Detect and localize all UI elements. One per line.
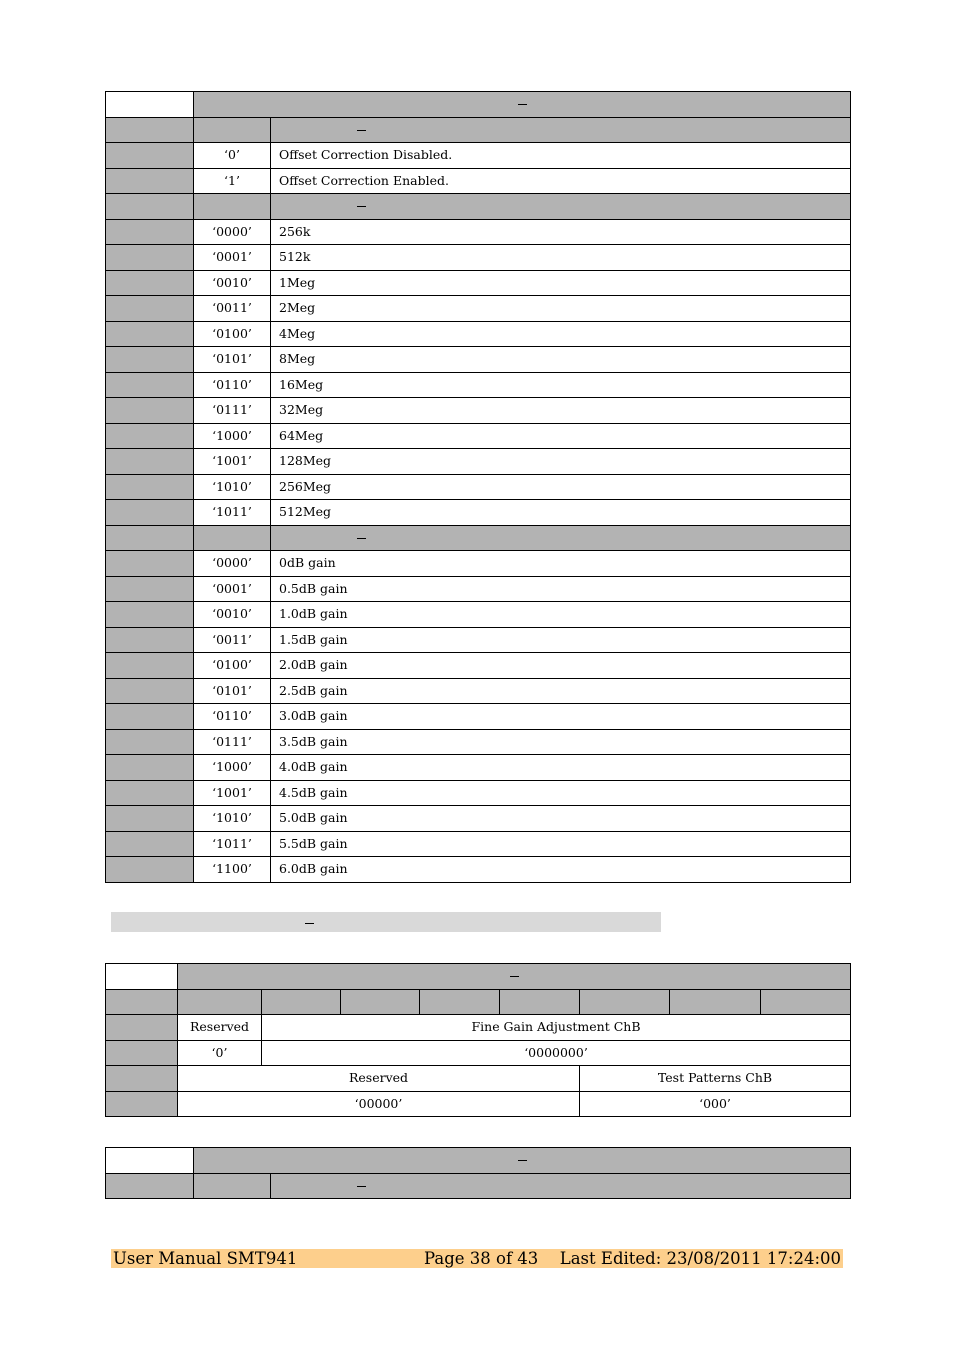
test-patterns-default: ‘000’ bbox=[580, 1091, 851, 1117]
table-row bbox=[106, 704, 851, 730]
table-row bbox=[106, 321, 851, 347]
row-label-cell bbox=[106, 474, 194, 500]
section-label-cell bbox=[106, 117, 194, 143]
row-label-cell bbox=[106, 500, 194, 526]
code-cell: ‘0001’ bbox=[194, 576, 271, 602]
page-footer bbox=[111, 1249, 843, 1268]
code-cell: ‘0100’ bbox=[194, 321, 271, 347]
section-bits-cell bbox=[194, 117, 271, 143]
section-title-cell bbox=[271, 194, 851, 220]
field-row-label bbox=[106, 1066, 178, 1092]
table-row bbox=[106, 755, 851, 781]
row-label-cell bbox=[106, 270, 194, 296]
code-cell: ‘1001’ bbox=[194, 780, 271, 806]
field-row-2 bbox=[106, 1066, 851, 1092]
code-cell: ‘0011’ bbox=[194, 627, 271, 653]
description-cell: 3.5dB gain bbox=[271, 729, 851, 755]
code-cell: ‘0000’ bbox=[194, 551, 271, 577]
bit-cell bbox=[670, 989, 761, 1015]
row-label-cell bbox=[106, 296, 194, 322]
bit-row-label bbox=[106, 989, 178, 1015]
code-cell: ‘1100’ bbox=[194, 857, 271, 883]
table-row bbox=[106, 678, 851, 704]
table-row bbox=[106, 270, 851, 296]
description-cell: 256k bbox=[271, 219, 851, 245]
description-cell: 128Meg bbox=[271, 449, 851, 475]
section-bits-cell bbox=[194, 525, 271, 551]
section-title-cell bbox=[271, 117, 851, 143]
table-row bbox=[106, 449, 851, 475]
test-patterns-field: Test Patterns ChB bbox=[580, 1066, 851, 1092]
bit-cell bbox=[580, 989, 670, 1015]
header-blank-cell bbox=[106, 92, 194, 118]
description-cell: 5.0dB gain bbox=[271, 806, 851, 832]
code-cell: ‘0001’ bbox=[194, 245, 271, 271]
section-label-cell bbox=[106, 194, 194, 220]
table-row bbox=[106, 347, 851, 373]
section-bits-cell bbox=[194, 194, 271, 220]
code-cell: ‘0100’ bbox=[194, 653, 271, 679]
code-cell: ‘0011’ bbox=[194, 296, 271, 322]
row-label-cell bbox=[106, 678, 194, 704]
table-row bbox=[106, 602, 851, 628]
footer-last-edited: Last Edited: 23/08/2011 17:24:00 bbox=[559, 1249, 841, 1268]
row-label-cell bbox=[106, 219, 194, 245]
next-description-table bbox=[105, 1147, 851, 1199]
description-cell: 512Meg bbox=[271, 500, 851, 526]
register-header-blank bbox=[106, 964, 178, 990]
code-cell: ‘0010’ bbox=[194, 270, 271, 296]
bit-cell bbox=[500, 989, 580, 1015]
row-label-cell bbox=[106, 245, 194, 271]
table-row bbox=[106, 398, 851, 424]
description-cell: Offset Correction Enabled. bbox=[271, 168, 851, 194]
table-row bbox=[106, 372, 851, 398]
header-title-cell bbox=[194, 92, 851, 118]
section-title-cell bbox=[271, 1173, 851, 1199]
default-row-1 bbox=[106, 1040, 851, 1066]
register-map-table bbox=[105, 963, 851, 1117]
header-title-cell bbox=[194, 1148, 851, 1174]
description-cell: 8Meg bbox=[271, 347, 851, 373]
row-label-cell bbox=[106, 398, 194, 424]
bit-cell bbox=[178, 989, 262, 1015]
row-label-cell bbox=[106, 423, 194, 449]
row-label-cell bbox=[106, 729, 194, 755]
row-label-cell bbox=[106, 627, 194, 653]
description-cell: 256Meg bbox=[271, 474, 851, 500]
section-label-cell bbox=[106, 525, 194, 551]
row-label-cell bbox=[106, 704, 194, 730]
table-row bbox=[106, 474, 851, 500]
bit-cell bbox=[420, 989, 500, 1015]
row-label-cell bbox=[106, 372, 194, 398]
code-cell: ‘1011’ bbox=[194, 500, 271, 526]
row-label-cell bbox=[106, 168, 194, 194]
row-label-cell bbox=[106, 321, 194, 347]
reserved-default-2: ‘00000’ bbox=[178, 1091, 580, 1117]
code-cell: ‘1000’ bbox=[194, 755, 271, 781]
description-cell: 4.0dB gain bbox=[271, 755, 851, 781]
description-cell: 32Meg bbox=[271, 398, 851, 424]
row-label-cell bbox=[106, 806, 194, 832]
default-row-label bbox=[106, 1040, 178, 1066]
row-label-cell bbox=[106, 347, 194, 373]
code-cell: ‘1010’ bbox=[194, 474, 271, 500]
code-cell: ‘1001’ bbox=[194, 449, 271, 475]
description-cell: 1Meg bbox=[271, 270, 851, 296]
bit-cell bbox=[761, 989, 851, 1015]
table-row bbox=[106, 831, 851, 857]
table-row bbox=[106, 245, 851, 271]
section-header-row bbox=[106, 525, 851, 551]
row-label-cell bbox=[106, 449, 194, 475]
description-cell: 16Meg bbox=[271, 372, 851, 398]
reserved-default: ‘0’ bbox=[178, 1040, 262, 1066]
table-row bbox=[106, 806, 851, 832]
description-cell: 4Meg bbox=[271, 321, 851, 347]
footer-page-number: Page 38 of 43 bbox=[424, 1249, 539, 1268]
section-header-row bbox=[106, 1173, 851, 1199]
description-cell: 1.0dB gain bbox=[271, 602, 851, 628]
row-label-cell bbox=[106, 780, 194, 806]
code-cell: ‘1’ bbox=[194, 168, 271, 194]
row-label-cell bbox=[106, 857, 194, 883]
section-header-row bbox=[106, 117, 851, 143]
row-label-cell bbox=[106, 653, 194, 679]
code-cell: ‘1011’ bbox=[194, 831, 271, 857]
description-cell: Offset Correction Disabled. bbox=[271, 143, 851, 169]
description-cell: 0dB gain bbox=[271, 551, 851, 577]
description-cell: 3.0dB gain bbox=[271, 704, 851, 730]
description-cell: 512k bbox=[271, 245, 851, 271]
table-row bbox=[106, 143, 851, 169]
code-cell: ‘0’ bbox=[194, 143, 271, 169]
default-row-2 bbox=[106, 1091, 851, 1117]
table-row bbox=[106, 551, 851, 577]
row-label-cell bbox=[106, 755, 194, 781]
section-heading bbox=[111, 912, 661, 932]
code-cell: ‘0000’ bbox=[194, 219, 271, 245]
code-cell: ‘0111’ bbox=[194, 729, 271, 755]
table-row bbox=[106, 627, 851, 653]
reserved-field: Reserved bbox=[178, 1015, 262, 1041]
table-row bbox=[106, 576, 851, 602]
bit-cell bbox=[262, 989, 341, 1015]
description-cell: 0.5dB gain bbox=[271, 576, 851, 602]
section-bits-cell bbox=[194, 1173, 271, 1199]
table-row bbox=[106, 653, 851, 679]
description-cell: 64Meg bbox=[271, 423, 851, 449]
code-cell: ‘0010’ bbox=[194, 602, 271, 628]
footer-manual-title: User Manual SMT941 bbox=[113, 1249, 298, 1268]
code-cell: ‘0110’ bbox=[194, 704, 271, 730]
bit-number-row bbox=[106, 989, 851, 1015]
row-label-cell bbox=[106, 831, 194, 857]
row-label-cell bbox=[106, 143, 194, 169]
row-label-cell bbox=[106, 551, 194, 577]
row-label-cell bbox=[106, 576, 194, 602]
description-cell: 5.5dB gain bbox=[271, 831, 851, 857]
table-row bbox=[106, 729, 851, 755]
table-header-row bbox=[106, 92, 851, 118]
table-row bbox=[106, 780, 851, 806]
code-cell: ‘0110’ bbox=[194, 372, 271, 398]
table-row bbox=[106, 168, 851, 194]
fine-gain-field: Fine Gain Adjustment ChB bbox=[262, 1015, 851, 1041]
code-cell: ‘1000’ bbox=[194, 423, 271, 449]
bit-cell bbox=[341, 989, 420, 1015]
reserved-field-2: Reserved bbox=[178, 1066, 580, 1092]
table-row bbox=[106, 296, 851, 322]
table-row bbox=[106, 423, 851, 449]
code-cell: ‘0101’ bbox=[194, 347, 271, 373]
description-cell: 6.0dB gain bbox=[271, 857, 851, 883]
table-row bbox=[106, 219, 851, 245]
register-header-row bbox=[106, 964, 851, 990]
field-row-label bbox=[106, 1015, 178, 1041]
header-blank-cell bbox=[106, 1148, 194, 1174]
fine-gain-default: ‘0000000’ bbox=[262, 1040, 851, 1066]
section-header-row bbox=[106, 194, 851, 220]
bit-description-table bbox=[105, 91, 851, 883]
code-cell: ‘0101’ bbox=[194, 678, 271, 704]
description-cell: 2Meg bbox=[271, 296, 851, 322]
section-label-cell bbox=[106, 1173, 194, 1199]
description-cell: 2.5dB gain bbox=[271, 678, 851, 704]
code-cell: ‘1010’ bbox=[194, 806, 271, 832]
field-row-1 bbox=[106, 1015, 851, 1041]
table-header-row bbox=[106, 1148, 851, 1174]
description-cell: 2.0dB gain bbox=[271, 653, 851, 679]
code-cell: ‘0111’ bbox=[194, 398, 271, 424]
table-row bbox=[106, 857, 851, 883]
table-row bbox=[106, 500, 851, 526]
row-label-cell bbox=[106, 602, 194, 628]
register-header-title bbox=[178, 964, 851, 990]
description-cell: 4.5dB gain bbox=[271, 780, 851, 806]
section-title-cell bbox=[271, 525, 851, 551]
description-cell: 1.5dB gain bbox=[271, 627, 851, 653]
default-row-label bbox=[106, 1091, 178, 1117]
